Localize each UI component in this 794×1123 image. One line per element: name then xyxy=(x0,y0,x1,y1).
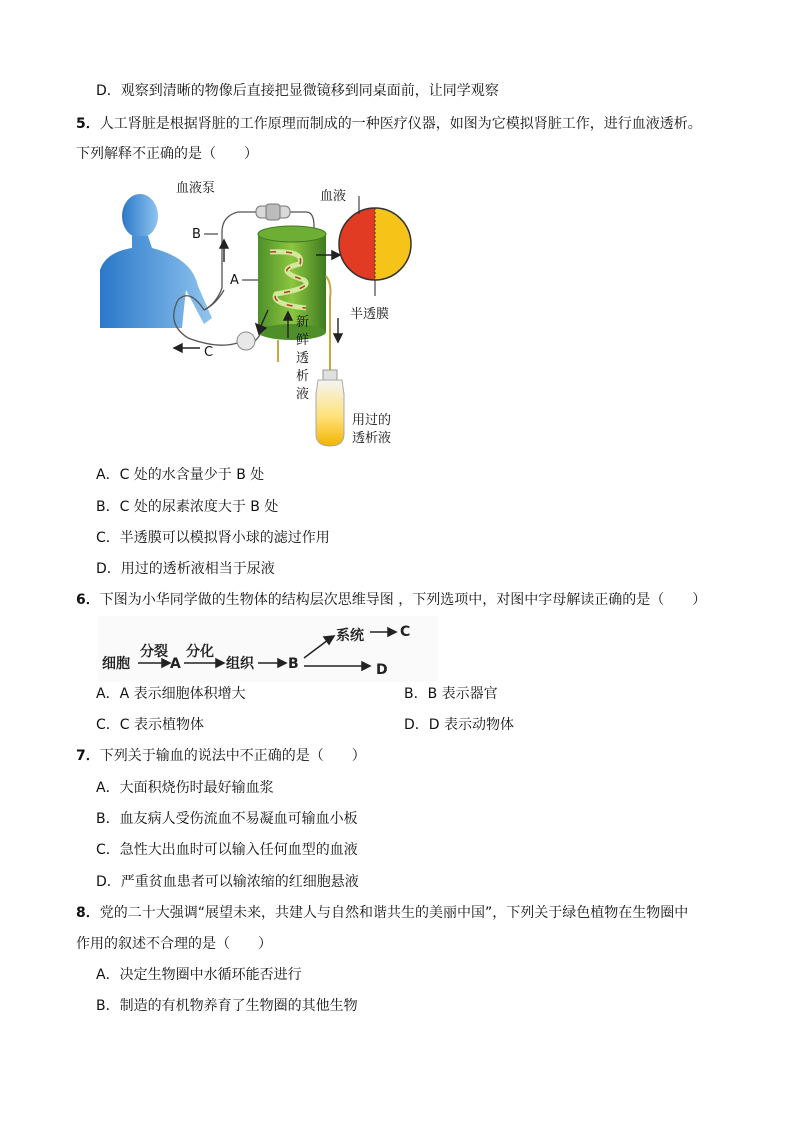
label-a: A xyxy=(230,273,239,288)
label-fresh-5: 液 xyxy=(296,387,310,402)
label-used-1: 用过的 xyxy=(352,413,392,428)
diagram-cell: 细胞 xyxy=(102,656,130,672)
q7-stem-text: 下列关于输血的说法中不正确的是（ ） xyxy=(99,748,366,764)
q5-option-b: B．C 处的尿素浓度大于 B 处 xyxy=(96,499,279,515)
diagram-split: 分裂 xyxy=(140,644,168,660)
q7-option-a: A．大面积烧伤时最好输血浆 xyxy=(96,780,274,796)
label-fresh-1: 新 xyxy=(296,315,310,330)
q5-figure xyxy=(100,178,420,452)
q8-stem-line2: 作用的叙述不合理的是（ ） xyxy=(76,936,272,952)
label-blood-pump: 血液泵 xyxy=(176,181,216,196)
label-fresh-3: 透 xyxy=(296,351,310,366)
diagram-tissue: 组织 xyxy=(226,656,254,672)
label-used-2: 透析液 xyxy=(352,431,392,446)
q5-stem-line2: 下列解释不正确的是（ ） xyxy=(76,146,258,162)
dialyzer-cylinder xyxy=(258,226,326,340)
q5-option-c: C．半透膜可以模拟肾小球的滤过作用 xyxy=(96,530,330,546)
q8-stem-line1 xyxy=(76,903,688,923)
q8-stem-text1: 党的二十大强调“展望未来，共建人与自然和谐共生的美丽中国”，下列关于绿色植物在生物圈中 xyxy=(99,905,689,921)
q6-structure-diagram xyxy=(98,616,438,682)
q7-option-b: B．血友病人受伤流血不易凝血可输血小板 xyxy=(96,811,358,827)
q5-stem-text1: 人工肾脏是根据肾脏的工作原理而制成的一种医疗仪器，如图为它模拟肾脏工作，进行血液透析。 xyxy=(99,116,702,132)
q6-option-d: D．D 表示动物体 xyxy=(404,717,515,733)
q7-option-c: C．急性大出血时可以输入任何血型的血液 xyxy=(96,842,358,858)
q5-stem-line1 xyxy=(76,114,702,134)
q7-number: 7． xyxy=(76,748,100,764)
valve-icon xyxy=(237,332,255,350)
q8-number: 8． xyxy=(76,905,100,921)
label-fresh-4: 析 xyxy=(296,369,310,384)
diagram-diff: 分化 xyxy=(186,644,214,660)
q4-option-d: D．观察到清晰的物像后直接把显微镜移到同桌面前，让同学观察 xyxy=(96,83,499,99)
q8-option-b: B．制造的有机物养育了生物圈的其他生物 xyxy=(96,998,358,1014)
q6-option-c: C．C 表示植物体 xyxy=(96,717,205,733)
q6-stem-text: 下图为小华同学做的生物体的结构层次思维导图 ，下列选项中，对图中字母解读正确的是（ ） xyxy=(99,592,707,608)
q6-option-a: A．A 表示细胞体积增大 xyxy=(96,686,246,702)
blood-pump-icon xyxy=(256,204,290,220)
label-membrane: 半透膜 xyxy=(350,307,390,322)
q5-option-d: D．用过的透析液相当于尿液 xyxy=(96,561,275,577)
label-blood: 血液 xyxy=(320,189,347,204)
label-fresh-2: 鲜 xyxy=(296,333,310,348)
q6-option-b: B．B 表示器官 xyxy=(404,686,498,702)
q5-number: 5． xyxy=(76,116,100,132)
label-b: B xyxy=(192,227,201,242)
blood-membrane-circle xyxy=(338,196,413,296)
q7-option-d: D．严重贫血患者可以输浓缩的红细胞悬液 xyxy=(96,874,359,890)
human-body-icon xyxy=(100,194,212,328)
diagram-c: C xyxy=(400,624,411,640)
diagram-d: D xyxy=(376,662,388,678)
label-c: C xyxy=(204,345,214,360)
diagram-b: B xyxy=(288,656,299,672)
q8-option-a: A．决定生物圈中水循环能否进行 xyxy=(96,967,302,983)
q6-number: 6． xyxy=(76,592,100,608)
q6-stem-line xyxy=(76,590,706,610)
diagram-system: 系统 xyxy=(336,628,364,644)
used-dialysate-bottle-icon xyxy=(316,370,344,446)
diagram-a: A xyxy=(170,656,181,672)
q7-stem-line xyxy=(76,746,366,766)
q5-option-a: A．C 处的水含量少于 B 处 xyxy=(96,467,265,483)
